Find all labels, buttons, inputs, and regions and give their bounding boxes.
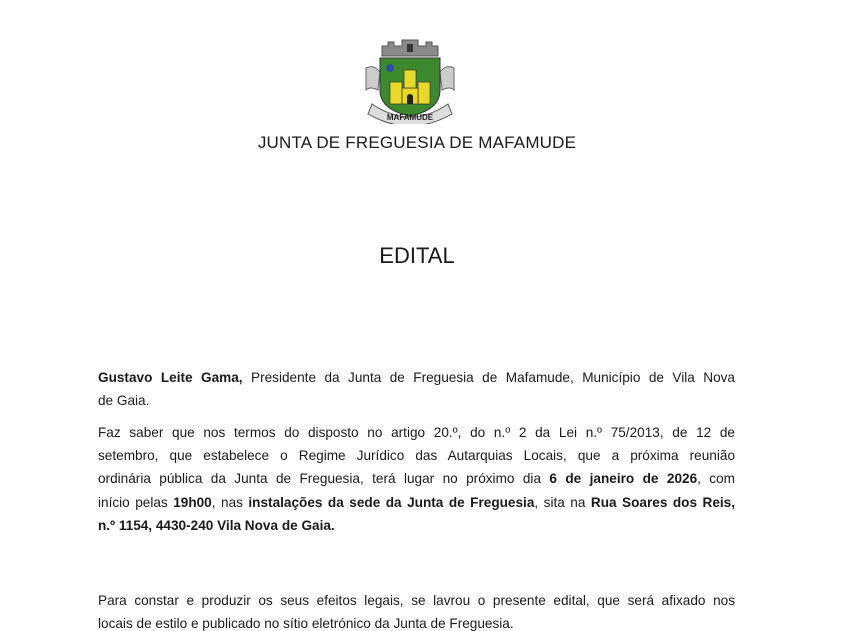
- paragraph-2-line: [98, 448, 735, 463]
- bold-text: n.º 1154, 4430-240 Vila Nova de Gaia.: [98, 518, 335, 533]
- paragraph-3-line: [98, 593, 735, 608]
- text: Para constar e produzir os seus efeitos legais, se lavrou o presente edital, que será afixado nos: [98, 593, 735, 608]
- text: ordinária pública da Junta de Freguesia, terá lugar no próximo dia: [98, 471, 550, 486]
- coat-of-arms-logo: [362, 38, 458, 124]
- bold-text: Rua Soares dos Reis,: [590, 495, 736, 510]
- text: início pelas: [98, 495, 174, 510]
- bold-text: instalações da sede da Junta de Freguesia: [248, 495, 535, 510]
- paragraph-2-line: [98, 471, 735, 486]
- document-title: EDITAL: [379, 243, 455, 268]
- bold-text: 19h00: [173, 495, 212, 510]
- text: de Gaia.: [98, 393, 150, 408]
- svg-text:MAFAMUDE: MAFAMUDE: [386, 113, 434, 122]
- text: , com: [697, 471, 735, 486]
- organization-name: JUNTA DE FREGUESIA DE MAFAMUDE: [257, 133, 577, 152]
- paragraph-2-line: [98, 495, 735, 510]
- paragraph-2-line: [98, 518, 735, 533]
- text: , nas: [211, 495, 249, 510]
- text: Faz saber que nos termos do disposto no artigo 20.º, do n.º 2 da Lei n.º 75/2013, de 12 de: [98, 425, 735, 440]
- text: setembro, que estabelece o Regime Jurídico das Autarquias Locais, que a próxima reunião: [98, 448, 735, 463]
- text: locais de estilo e publicado no sítio eletrónico da Junta de Freguesia.: [98, 616, 514, 631]
- paragraph-2-line: [98, 425, 735, 440]
- paragraph-1-line: [98, 370, 735, 385]
- paragraph-3-line: [98, 616, 735, 631]
- text: Presidente da Junta de Freguesia de Mafamude, Município de Vila Nova: [242, 370, 735, 385]
- bold-text: Gustavo Leite Gama,: [98, 370, 243, 385]
- bold-text: 6 de janeiro de 2026: [549, 471, 698, 486]
- paragraph-1-line: [98, 393, 735, 408]
- text: , sita na: [534, 495, 591, 510]
